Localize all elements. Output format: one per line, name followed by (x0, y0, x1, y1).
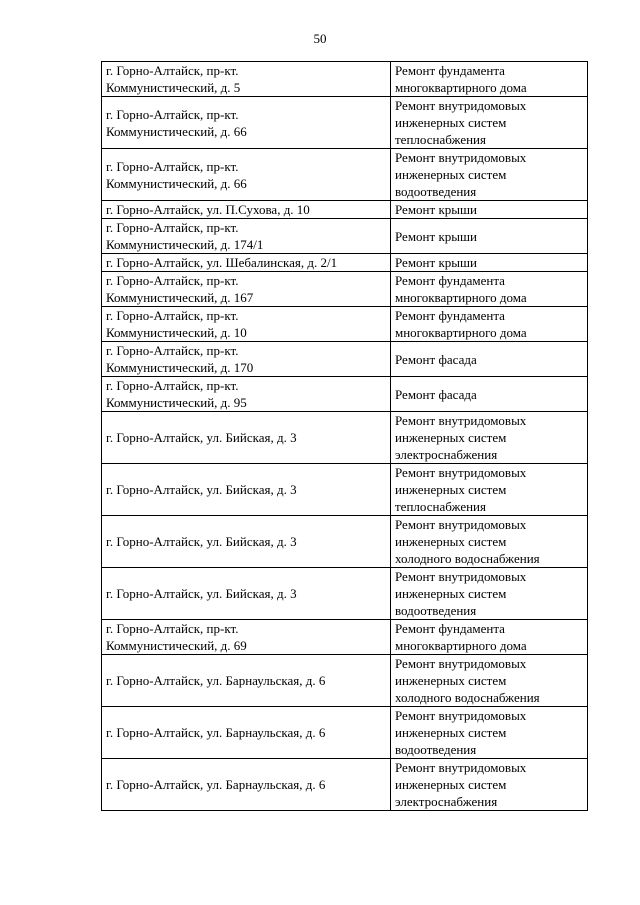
work-type-cell (391, 464, 588, 516)
address-cell (102, 97, 391, 149)
work-type-cell (391, 412, 588, 464)
work-type-text: Ремонт крыши (395, 202, 477, 217)
address-cell (102, 516, 391, 568)
work-type-cell (391, 655, 588, 707)
address-text: г. Горно-Алтайск, ул. Бийская, д. 3 (106, 586, 297, 601)
work-type-text: Ремонт фундамента многоквартирного дома (395, 273, 527, 305)
address-cell (102, 62, 391, 97)
work-type-text: Ремонт внутридомовых инженерных систем водоотведения (395, 569, 527, 618)
work-type-cell (391, 759, 588, 811)
work-type-cell (391, 62, 588, 97)
work-type-cell (391, 254, 588, 272)
table-row (102, 272, 588, 307)
address-text: г. Горно-Алтайск, пр-кт. Коммунистический, д. 167 (106, 273, 254, 305)
address-cell (102, 620, 391, 655)
address-text: г. Горно-Алтайск, пр-кт. Коммунистический, д. 66 (106, 106, 247, 139)
address-text: г. Горно-Алтайск, пр-кт. Коммунистический, д. 66 (106, 158, 247, 191)
work-type-cell (391, 219, 588, 254)
table-row (102, 655, 588, 707)
work-type-cell (391, 707, 588, 759)
work-type-cell (391, 97, 588, 149)
address-text: г. Горно-Алтайск, пр-кт. Коммунистический, д. 69 (106, 621, 247, 653)
table-row (102, 707, 588, 759)
work-type-cell (391, 307, 588, 342)
table-row (102, 516, 588, 568)
table-row (102, 307, 588, 342)
address-cell (102, 655, 391, 707)
address-cell (102, 219, 391, 254)
page-number: 50 (313, 31, 327, 46)
address-text: г. Горно-Алтайск, ул. Барнаульская, д. 6 (106, 725, 326, 740)
work-type-text: Ремонт фасада (395, 386, 477, 402)
address-cell (102, 759, 391, 811)
table-row (102, 412, 588, 464)
work-type-cell (391, 377, 588, 412)
address-cell (102, 464, 391, 516)
address-text: г. Горно-Алтайск, ул. Бийская, д. 3 (106, 430, 297, 445)
work-type-text: Ремонт внутридомовых инженерных систем холодного водоснабжения (395, 656, 540, 705)
work-type-text: Ремонт внутридомовых инженерных систем электроснабжения (395, 760, 527, 809)
work-type-text: Ремонт внутридомовых инженерных систем водоотведения (395, 708, 527, 757)
address-cell (102, 568, 391, 620)
table-row (102, 620, 588, 655)
address-cell (102, 412, 391, 464)
address-cell (102, 342, 391, 377)
work-type-text: Ремонт фундамента многоквартирного дома (395, 621, 527, 653)
table-row (102, 149, 588, 201)
address-text: г. Горно-Алтайск, пр-кт. Коммунистический, д. 5 (106, 63, 241, 95)
address-cell (102, 272, 391, 307)
work-type-cell (391, 568, 588, 620)
works-table (101, 61, 588, 811)
address-text: г. Горно-Алтайск, ул. Бийская, д. 3 (106, 482, 297, 497)
table-row (102, 464, 588, 516)
work-type-text: Ремонт фасада (395, 351, 477, 367)
table-row (102, 568, 588, 620)
address-cell (102, 377, 391, 412)
table-row (102, 254, 588, 272)
address-cell (102, 201, 391, 219)
address-text: г. Горно-Алтайск, пр-кт. Коммунистический, д. 174/1 (106, 220, 264, 252)
work-type-text: Ремонт внутридомовых инженерных систем теплоснабжения (395, 465, 527, 514)
work-type-text: Ремонт фундамента многоквартирного дома (395, 63, 527, 95)
work-type-cell (391, 516, 588, 568)
works-table-body (102, 62, 588, 811)
address-text: г. Горно-Алтайск, ул. Шебалинская, д. 2/1 (106, 255, 338, 270)
work-type-cell (391, 620, 588, 655)
work-type-text: Ремонт внутридомовых инженерных систем теплоснабжения (395, 98, 527, 147)
table-row (102, 342, 588, 377)
work-type-text: Ремонт внутридомовых инженерных систем водоотведения (395, 150, 527, 199)
work-type-text: Ремонт крыши (395, 255, 477, 270)
address-text: г. Горно-Алтайск, пр-кт. Коммунистический, д. 10 (106, 308, 247, 340)
work-type-cell (391, 201, 588, 219)
address-cell (102, 707, 391, 759)
address-cell (102, 254, 391, 272)
address-cell (102, 307, 391, 342)
table-row (102, 201, 588, 219)
address-text: г. Горно-Алтайск, ул. Барнаульская, д. 6 (106, 777, 326, 792)
address-text: г. Горно-Алтайск, ул. П.Сухова, д. 10 (106, 202, 310, 217)
work-type-cell (391, 272, 588, 307)
work-type-text: Ремонт внутридомовых инженерных систем холодного водоснабжения (395, 517, 540, 566)
work-type-text: Ремонт крыши (395, 228, 477, 244)
address-cell (102, 149, 391, 201)
work-type-text: Ремонт фундамента многоквартирного дома (395, 308, 527, 340)
address-text: г. Горно-Алтайск, пр-кт. Коммунистический, д. 170 (106, 343, 254, 375)
table-row (102, 219, 588, 254)
work-type-cell (391, 342, 588, 377)
table-row (102, 97, 588, 149)
address-text: г. Горно-Алтайск, пр-кт. Коммунистический, д. 95 (106, 378, 247, 410)
table-row (102, 759, 588, 811)
work-type-text: Ремонт внутридомовых инженерных систем электроснабжения (395, 413, 527, 462)
work-type-cell (391, 149, 588, 201)
address-text: г. Горно-Алтайск, ул. Барнаульская, д. 6 (106, 673, 326, 688)
address-text: г. Горно-Алтайск, ул. Бийская, д. 3 (106, 534, 297, 549)
table-row (102, 62, 588, 97)
table-row (102, 377, 588, 412)
